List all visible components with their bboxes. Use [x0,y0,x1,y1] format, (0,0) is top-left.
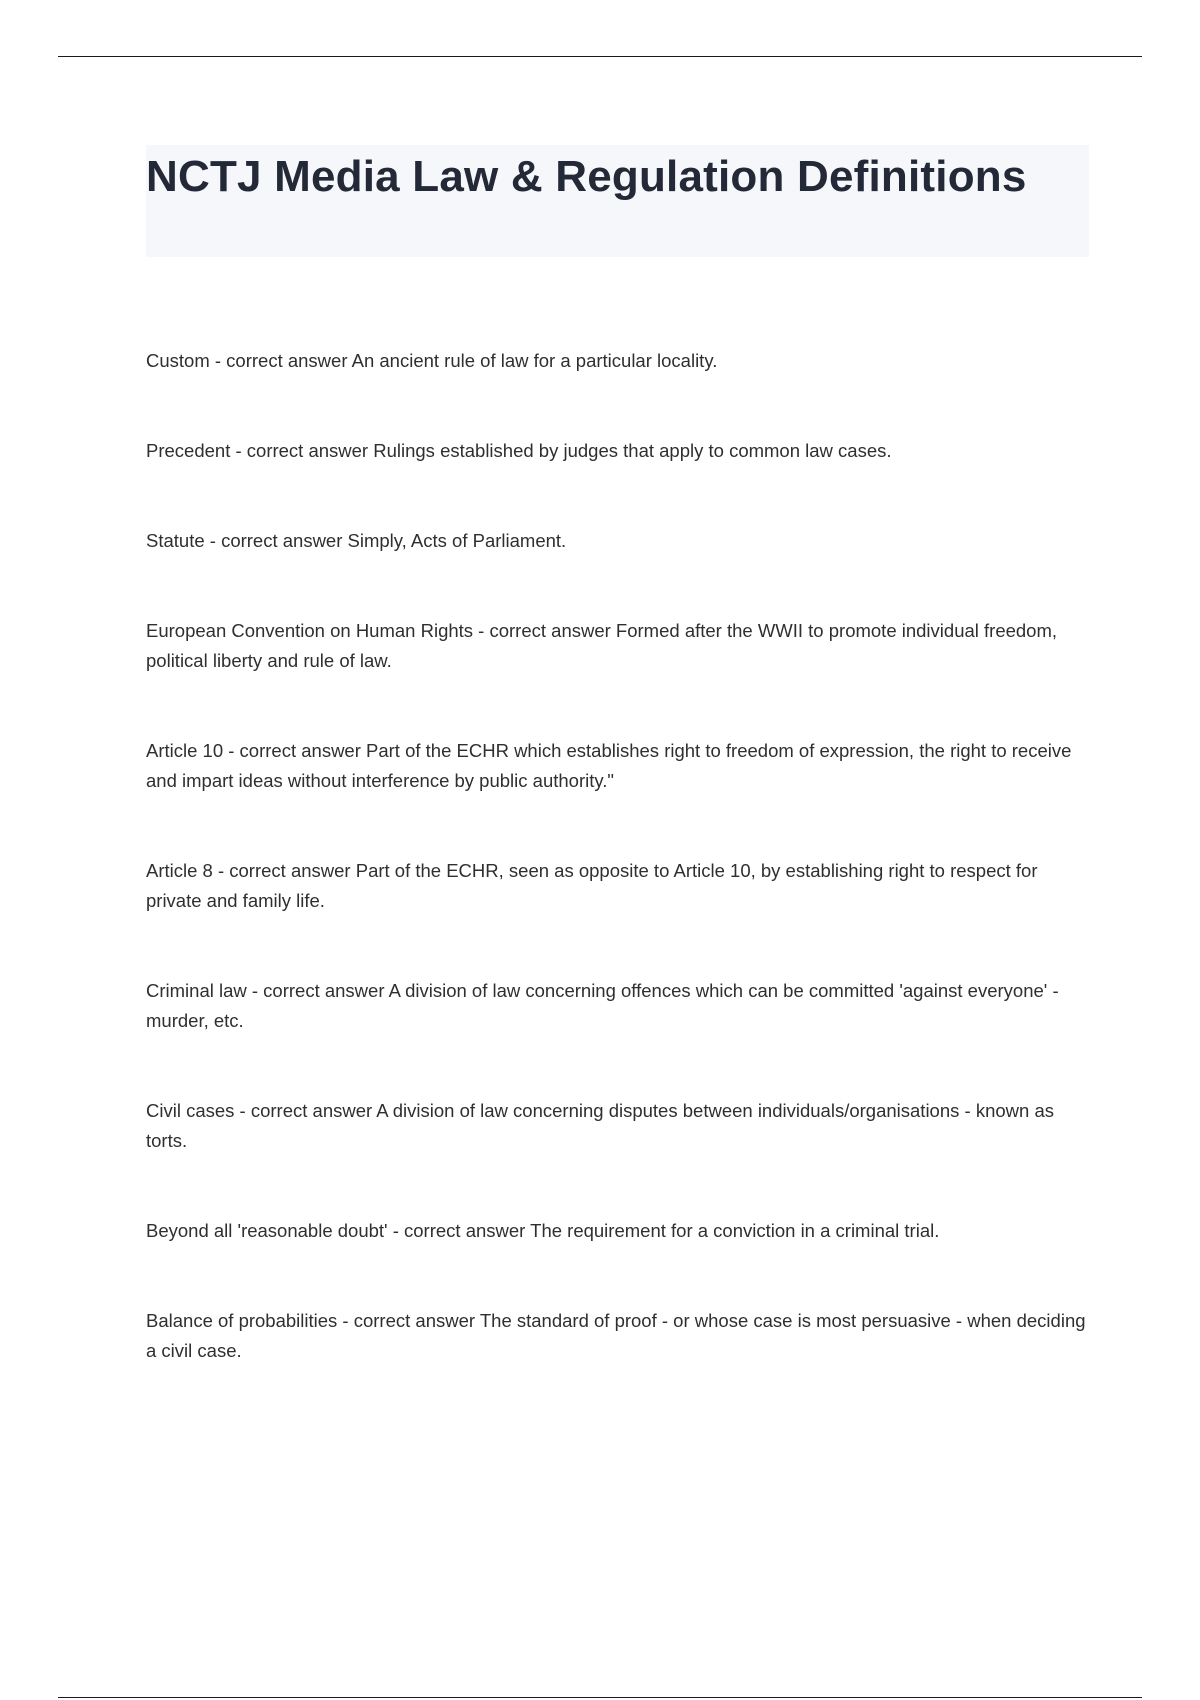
definition-entry: Precedent - correct answer Rulings established by judges that apply to common law cases. [146,440,892,461]
page-title: NCTJ Media Law & Regulation Definitions [146,152,1027,201]
title-banner [146,145,1089,257]
definition-entry: Civil cases - correct answer A division of law concerning disputes between individuals/organisations - known as torts. [146,1100,1054,1151]
definition-entry: Article 8 - correct answer Part of the ECHR, seen as opposite to Article 10, by establishing right to respect for private and family life. [146,860,1038,911]
definition-entry: Criminal law - correct answer A division of law concerning offences which can be committed 'against everyone' - murder, etc. [146,980,1059,1031]
top-rule [58,56,1142,57]
bottom-rule [58,1697,1142,1698]
definition-entry: Custom - correct answer An ancient rule of law for a particular locality. [146,350,718,371]
definition-entry: European Convention on Human Rights - correct answer Formed after the WWII to promote individual freedom, political liberty and rule of law. [146,620,1058,671]
definition-entry: Balance of probabilities - correct answer The standard of proof - or whose case is most persuasive - when deciding a civil case. [146,1310,1086,1361]
definition-list [146,346,1091,1426]
definition-entry: Beyond all 'reasonable doubt' - correct answer The requirement for a conviction in a criminal trial. [146,1220,940,1241]
definition-entry: Article 10 - correct answer Part of the ECHR which establishes right to freedom of expression, the right to receive and impart ideas without interference by public authority." [146,740,1072,791]
definition-entry: Statute - correct answer Simply, Acts of Parliament. [146,530,567,551]
